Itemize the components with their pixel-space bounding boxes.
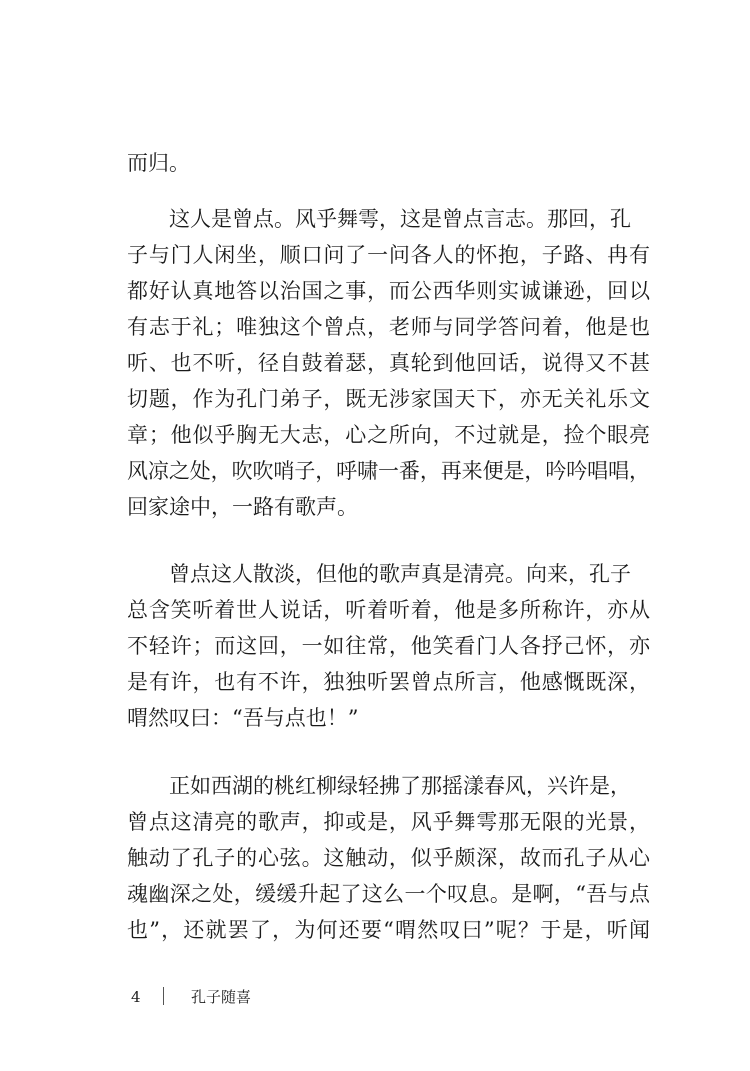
text-line-content: 风凉之处，吹吹哨子，呼啸一番，再来便是，吟吟唱唱， [127, 459, 650, 483]
text-line-content: 都好认真地答以治国之事，而公西华则实诚谦逊，回以 [127, 279, 651, 303]
text-line [0, 204, 750, 234]
text-line [0, 348, 750, 378]
text-line-content: 喟然叹曰：“吾与点也！” [127, 706, 359, 730]
text-line-content: 子与门人闲坐，顺口问了一问各人的怀抱，子路、冉有 [127, 243, 651, 267]
text-line-content: 章；他似乎胸无大志，心之所向，不过就是，捡个眼亮 [127, 423, 651, 447]
text-line [0, 771, 750, 801]
text-line-content: 曾点这人散淡，但他的歌声真是清亮。向来，孔子 [169, 562, 631, 586]
text-line [0, 240, 750, 270]
text-line-content: 不轻许；而这回，一如往常，他笑看门人各抒己怀，亦 [127, 634, 651, 658]
text-line-content: 是有许，也有不许，独独听罢曾点所言，他感慨既深， [127, 670, 651, 694]
text-line [0, 667, 750, 697]
text-line-content: 曾点这清亮的歌声，抑或是，风乎舞雩那无限的光景， [127, 810, 651, 834]
text-line-content: 有志于礼；唯独这个曾点，老师与同学答问着，他是也 [127, 315, 651, 339]
text-line [0, 879, 750, 909]
text-line-content: 切题，作为孔门弟子，既无涉家国天下，亦无关礼乐文 [127, 387, 651, 411]
text-line [0, 148, 750, 178]
text-line [0, 420, 750, 450]
text-line [0, 312, 750, 342]
text-line [0, 559, 750, 589]
text-line-content: 听、也不听，径自鼓着瑟，真轮到他回话，说得又不甚 [127, 351, 651, 375]
text-line-content: 总含笑听着世人说话，听着听着，他是多所称许，亦从 [127, 598, 651, 622]
text-line-content: 而归。 [127, 151, 190, 175]
text-line-content: 正如西湖的桃红柳绿轻拂了那摇漾春风，兴许是， [169, 774, 631, 798]
text-line [0, 915, 750, 945]
text-line [0, 703, 750, 733]
text-line [0, 631, 750, 661]
book-title: 孔子随喜 [191, 988, 252, 1006]
text-line [0, 456, 750, 486]
text-line [0, 843, 750, 873]
page-footer [0, 985, 750, 1009]
text-line-content: 魂幽深之处，缓缓升起了这么一个叹息。是啊，“吾与点 [127, 882, 651, 906]
text-line [0, 807, 750, 837]
text-line [0, 384, 750, 414]
footer-divider [163, 987, 164, 1005]
text-line [0, 595, 750, 625]
text-line-content: 这人是曾点。风乎舞雩，这是曾点言志。那回，孔 [169, 207, 631, 231]
text-line [0, 492, 750, 522]
page-number: 4 [131, 988, 141, 1006]
text-line-content: 回家途中，一路有歌声。 [127, 495, 358, 519]
text-line [0, 276, 750, 306]
text-line-content: 也”，还就罢了，为何还要“喟然叹曰”呢？于是，听闻 [127, 918, 652, 942]
text-line-content: 触动了孔子的心弦。这触动，似乎颇深，故而孔子从心 [127, 846, 651, 870]
